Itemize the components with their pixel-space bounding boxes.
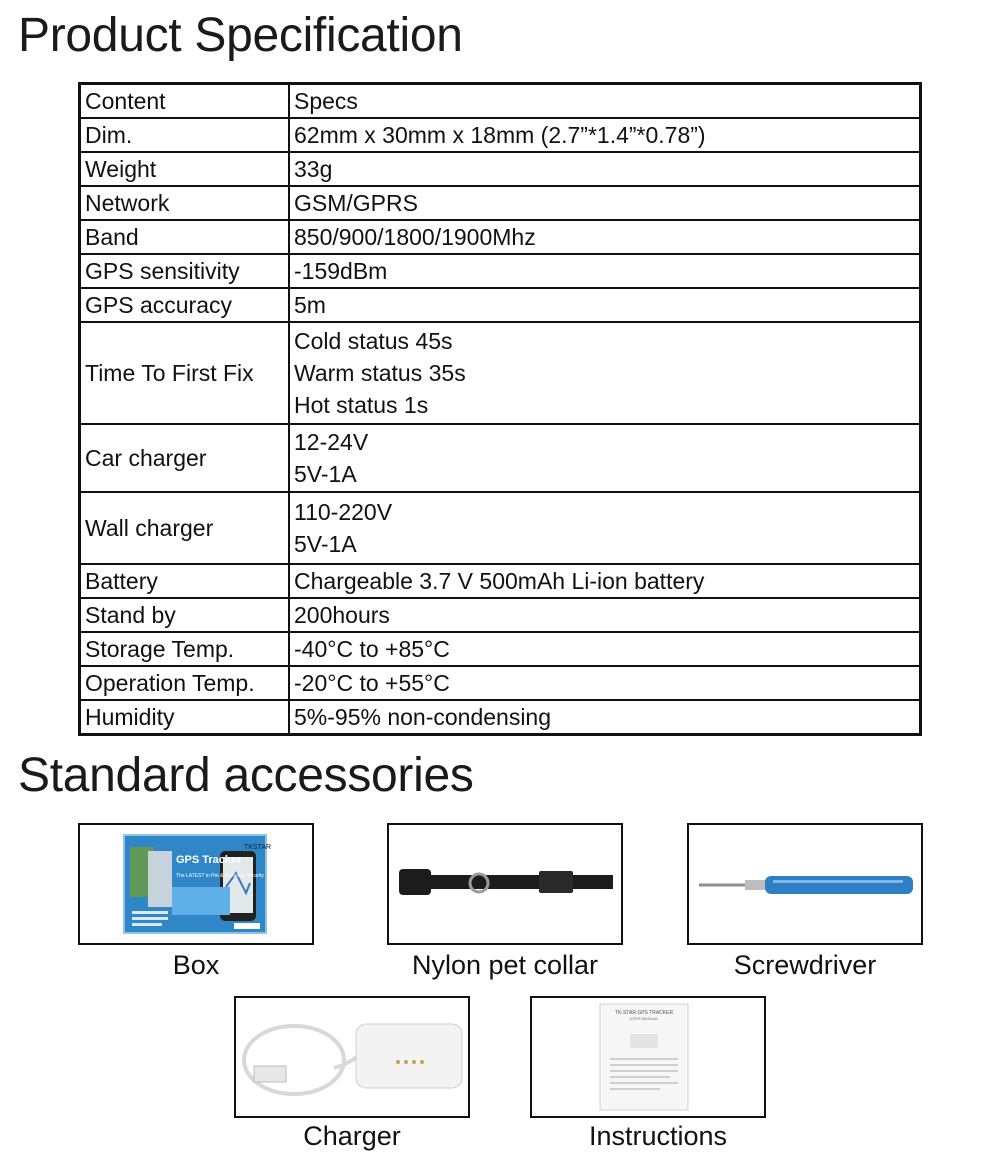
manual-text-line (610, 1082, 678, 1084)
table-row (80, 632, 921, 666)
collar-buckle (399, 869, 431, 895)
table-row (80, 564, 921, 598)
box-title: GPS Tracker (176, 854, 242, 866)
row-label: Band (80, 220, 290, 254)
screwdriver-highlight (773, 880, 903, 883)
box-sticker (172, 887, 230, 915)
table-row (80, 118, 921, 152)
screwdriver-handle (765, 876, 913, 894)
box-text-line (132, 911, 168, 914)
box-text-line (132, 923, 162, 926)
charger-pin (420, 1060, 424, 1064)
page-title: Product Specification (18, 9, 463, 62)
row-value: -20°C to +55°C (289, 666, 921, 700)
table-row (80, 254, 921, 288)
accessory-label-screwdriver: Screwdriver (733, 950, 877, 980)
table-row (80, 700, 921, 735)
row-value (289, 322, 921, 424)
row-value: Chargeable 3.7 V 500mAh Li-ion battery (289, 564, 921, 598)
row-label: Wall charger (80, 492, 290, 564)
row-value (289, 424, 921, 492)
manual-subtitle: USER MANUAL (629, 1016, 659, 1021)
manual-text-line (610, 1064, 678, 1066)
charger-usb-plug (254, 1066, 286, 1082)
row-label: GPS sensitivity (80, 254, 290, 288)
row-value-line: Cold status 45s (294, 328, 453, 354)
row-label: Car charger (80, 424, 290, 492)
accessory-label-charger: Charger (303, 1121, 401, 1151)
row-value (289, 492, 921, 564)
manual-title: TK-STAR GPS TRACKER (614, 1010, 674, 1016)
charger-pin (412, 1060, 416, 1064)
charger-cable (244, 1026, 344, 1094)
collar-illustration (389, 825, 621, 943)
screwdriver-image (687, 823, 923, 945)
row-label: Weight (80, 152, 290, 186)
row-label: Operation Temp. (80, 666, 290, 700)
row-value: 5m (289, 288, 921, 322)
charger-pin (404, 1060, 408, 1064)
charger-dock (356, 1024, 462, 1088)
table-row (80, 322, 921, 424)
table-row (80, 220, 921, 254)
charger-pin (396, 1060, 400, 1064)
collar-slider (539, 871, 573, 893)
row-label: Dim. (80, 118, 290, 152)
accessory-label-box: Box (172, 950, 220, 980)
table-row (80, 186, 921, 220)
row-value: 850/900/1800/1900Mhz (289, 220, 921, 254)
row-value: 5%-95% non-condensing (289, 700, 921, 735)
table-row (80, 666, 921, 700)
table-row (80, 598, 921, 632)
screwdriver-illustration (689, 825, 921, 943)
row-label: Stand by (80, 598, 290, 632)
row-label: Network (80, 186, 290, 220)
accessories-title: Standard accessories (18, 749, 474, 802)
spec-table (78, 82, 922, 736)
accessory-label-instructions: Instructions (588, 1121, 728, 1151)
manual-text-line (610, 1076, 670, 1078)
manual-text-line (610, 1058, 678, 1060)
charger-image (234, 996, 470, 1118)
box-badge (234, 923, 260, 929)
box-text-line (132, 917, 168, 920)
collar-image (387, 823, 623, 945)
collar-strap (431, 875, 613, 889)
row-value: GSM/GPRS (289, 186, 921, 220)
box-brand: TKSTAR (244, 844, 272, 851)
manual-figure (630, 1034, 658, 1048)
charger-cable-end (334, 1056, 358, 1068)
row-label: Storage Temp. (80, 632, 290, 666)
table-header-row (80, 84, 921, 119)
row-value-line: 12-24V (294, 429, 369, 455)
accessory-label-collar: Nylon pet collar (411, 950, 599, 980)
row-label: GPS accuracy (80, 288, 290, 322)
instructions-image (530, 996, 766, 1118)
box-subtitle: The LATEST in Pet & Personal Security (176, 873, 264, 879)
manual-text-line (610, 1070, 678, 1072)
table-row (80, 424, 921, 492)
table-row (80, 492, 921, 564)
row-value: -159dBm (289, 254, 921, 288)
table-row (80, 152, 921, 186)
row-value-line: Hot status 1s (294, 392, 429, 418)
header-cell: Specs (289, 84, 921, 119)
row-value: 62mm x 30mm x 18mm (2.7”*1.4”*0.78”) (289, 118, 921, 152)
screwdriver-ferrule (745, 880, 767, 890)
table-row (80, 288, 921, 322)
header-cell: Content (80, 84, 290, 119)
instructions-illustration (532, 998, 764, 1116)
row-label: Time To First Fix (80, 322, 290, 424)
row-label: Humidity (80, 700, 290, 735)
box-image (78, 823, 314, 945)
row-value: 200hours (289, 598, 921, 632)
row-value: 33g (289, 152, 921, 186)
row-value-line: 5V-1A (294, 461, 357, 487)
row-value-line: Warm status 35s (294, 360, 466, 386)
row-value-line: 110-220V (294, 499, 393, 525)
row-label: Battery (80, 564, 290, 598)
charger-illustration (236, 998, 468, 1116)
box-device (148, 851, 172, 907)
box-illustration (80, 825, 312, 943)
row-value-line: 5V-1A (294, 531, 357, 557)
row-value: -40°C to +85°C (289, 632, 921, 666)
manual-text-line (610, 1088, 660, 1090)
